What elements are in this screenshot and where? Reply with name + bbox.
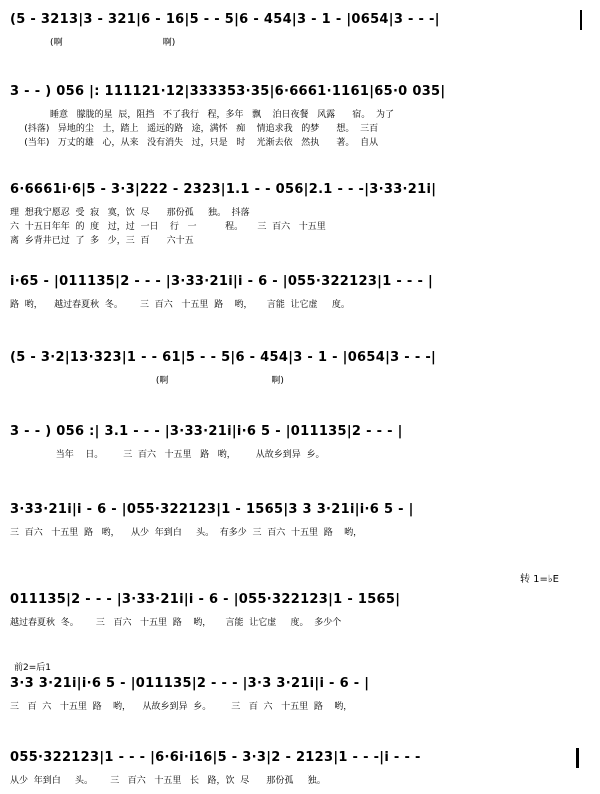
lyrics-line-1: 三 百 六 十五里 路 哟， 从故乡到异 乡。 三 百 六 十五里 路 哟， — [10, 702, 353, 712]
lyrics-line-1: 三 百六 十五里 路 哟， 从少 年到白 头。 有多少 三 百六 十五里 路 哟， — [10, 528, 363, 538]
notation-line: 3·3 3·21i|i·6 5 - |011135|2 - - - |3·3 3·21i|i - 6 - | — [10, 676, 370, 691]
notation-line: 3 - - ) 056 |: 111121·12|333353·35|6·6661·1161|65·0 035| — [10, 84, 446, 99]
lyrics-line-3: (当年) 万丈的雄 心，从来 没有消失 过，只是 时 光渐去依 然执 著。 自从 — [10, 138, 379, 148]
lyrics-line-1: 从少 年到白 头。 三 百六 十五里 长 路，饮 尽 那份孤 独。 — [10, 776, 326, 786]
notation-line: 011135|2 - - - |3·33·21i|i - 6 - |055·322123|1 - 1565| — [10, 592, 401, 607]
lyrics-line-1: (啊 啊) — [10, 376, 284, 386]
lyrics-line-2: (抖落) 异地的尘 土，踏上 遥远的路 途，满怀 痴 情追求我 的梦 想。 三百 — [10, 124, 379, 134]
notation-line: i·65 - |011135|2 - - - |3·33·21i|i - 6 - |055·322123|1 - - - | — [10, 274, 434, 289]
lyrics-line-1: 越过春夏秋 冬。 三 百六 十五里 路 哟， 言能 让它虚 度。 多少个 — [10, 618, 342, 628]
barline — [580, 10, 582, 30]
lyrics-line-1: 睡意 朦胧的星 辰，阻挡 不了我行 程，多年 飘 泊日夜餐 风露 宿。 为了 — [10, 110, 395, 120]
lyrics-line-1: 理 想我宁愿忍 受 寂 寞，饮 尽 那份孤 独。 抖落 — [10, 208, 250, 218]
notation-line: 3·33·21i|i - 6 - |055·322123|1 - 1565|3 3 3·21i|i·6 5 - | — [10, 502, 414, 517]
notation-line: (5 - 3213|3 - 321|6 - 16|5 - - 5|6 - 454|3 - 1 - |0654|3 - - -| — [10, 12, 440, 27]
lyrics-line-3: 离 乡背井已过 了 多 少，三 百 六十五 — [10, 236, 194, 246]
lyrics-line-1: 当年 日。 三 百六 十五里 路 哟， 从故乡到异 乡。 — [10, 450, 325, 460]
final-barline — [576, 748, 579, 768]
notation-line: 6·6661i·6|5 - 3·3|222 - 2323|1.1 - - 056|2.1 - - -|3·33·21i| — [10, 182, 437, 197]
modulation-label: 前2=后1 — [14, 663, 51, 673]
lyrics-line-1: (啊 啊) — [10, 38, 176, 48]
notation-line: (5 - 3·2|13·323|1 - - 61|5 - - 5|6 - 454|3 - 1 - |0654|3 - - -| — [10, 350, 437, 365]
key-change-label: 转 1=♭E — [520, 574, 559, 585]
lyrics-line-2: 六 十五日年年 的 度 过，过 一日 行 一 程。 三 百六 十五里 — [10, 222, 326, 232]
notation-line: 055·322123|1 - - - |6·6i·i16|5 - 3·3|2 - 2123|1 - - -|i - - - — [10, 750, 421, 765]
lyrics-line-1: 路 哟， 越过春夏秋 冬。 三 百六 十五里 路 哟， 言能 让它虚 度。 — [10, 300, 350, 310]
notation-line: 3 - - ) 056 :| 3.1 - - - |3·33·21i|i·6 5 - |011135|2 - - - | — [10, 424, 403, 439]
